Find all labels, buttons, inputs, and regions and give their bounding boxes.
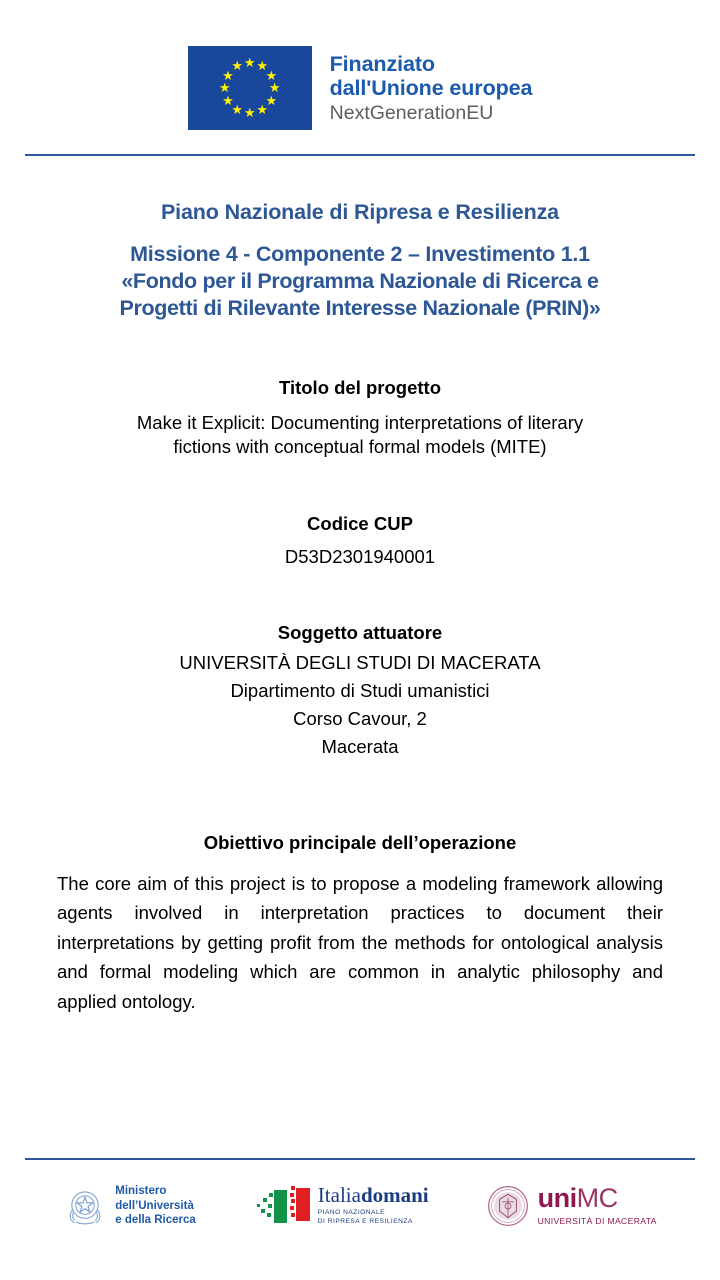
unimc-wordmark [538,1185,657,1212]
eu-banner-texts [330,52,533,125]
unimc-seal-icon [487,1185,529,1227]
project-title-section [0,377,720,459]
pnrr-line-4: Progetti di Rilevante Interesse Nazionale (PRIN)» [119,296,601,320]
unimc-texts [538,1185,657,1226]
unimc-logo [487,1185,657,1227]
eu-logo-lockup [174,38,547,140]
eu-flag-icon [188,46,312,130]
eu-star-icon: ★ [218,80,231,95]
footer [0,1158,720,1228]
italia-domani-logo [254,1184,429,1228]
unimc-word-light: MC [576,1183,618,1214]
bottom-divider [25,1158,695,1160]
ministero-logo [63,1184,196,1228]
cup-value: D53D2301940001 [284,546,436,568]
ministero-line-1: Ministero [115,1184,167,1197]
objective-heading: Obiettivo principale dell’operazione [203,831,517,853]
eu-star-icon: ★ [265,92,278,108]
eu-funding-banner [0,0,720,140]
subject-line-2: Dipartimento di Studi umanistici [230,679,490,701]
subject-line-1: UNIVERSITÀ DEGLI STUDI DI MACERATA [179,651,541,673]
ministero-line-2: dell’Università [115,1199,194,1212]
eu-star-icon: ★ [256,101,268,117]
objective-section [0,832,720,1017]
pnrr-heading-block [0,200,720,321]
eu-banner-line-1: Finanziato [329,51,435,76]
eu-banner-line-2: dall'Unione europea [329,75,533,100]
pnrr-line-3: «Fondo per il Programma Nazionale di Ricerca e [121,269,599,293]
unimc-subtitle: UNIVERSITÀ DI MACERATA [537,1216,657,1227]
pnrr-line-2: Missione 4 - Componente 2 – Investimento 1.1 [130,242,590,266]
eu-star-icon: ★ [243,55,256,70]
italia-domani-wordmark [318,1185,429,1206]
eu-star-icon: ★ [268,80,281,95]
eu-star-icon: ★ [243,105,256,120]
italia-domani-word-bold: domani [360,1183,429,1208]
top-divider [25,154,695,156]
eu-star-icon: ★ [256,58,268,74]
eu-star-icon: ★ [222,67,234,83]
eu-star-icon: ★ [222,92,234,108]
project-title-heading: Titolo del progetto [278,377,442,398]
italia-domani-word-light: Italia [317,1183,361,1208]
project-title-value [0,411,720,459]
subject-section [0,622,720,762]
italia-domani-texts [318,1185,429,1226]
objective-body: The core aim of this project is to propose a modeling framework allowing agents involved in interpretation practices to document their interpretations by getting profit from the methods for ontological analysis and formal modeling which are common in analytic philosophy and applied ontology. [57,872,663,1013]
subject-address [0,649,720,762]
project-title-line-2: fictions with conceptual formal models (MITE) [173,436,547,458]
cup-section [0,513,720,569]
cup-value-wrap [0,545,720,569]
eu-star-icon: ★ [265,67,278,83]
eu-star-icon: ★ [231,58,243,74]
italian-republic-emblem-icon [63,1184,107,1228]
footer-logo-row [0,1184,720,1228]
italian-flag-pixel-icon [254,1184,312,1228]
subject-heading: Soggetto attuatore [277,621,443,643]
unimc-word-bold: uni [537,1183,577,1214]
project-title-line-1: Make it Explicit: Documenting interpretations of literary [136,412,584,433]
cup-heading: Codice CUP [307,513,413,535]
ministero-line-3: e della Ricerca [115,1214,196,1227]
eu-star-icon: ★ [231,101,243,117]
ministero-text [115,1184,196,1228]
eu-banner-line-3: NextGenerationEU [329,101,494,124]
subject-line-3: Corso Cavour, 2 [293,708,427,730]
italia-domani-sub-1: PIANO NAZIONALE [317,1209,386,1217]
pnrr-line-1: Piano Nazionale di Ripresa e Resilienza [160,200,559,224]
subject-line-4: Macerata [321,736,399,758]
italia-domani-sub-2: DI RIPRESA E RESILIENZA [317,1217,413,1225]
